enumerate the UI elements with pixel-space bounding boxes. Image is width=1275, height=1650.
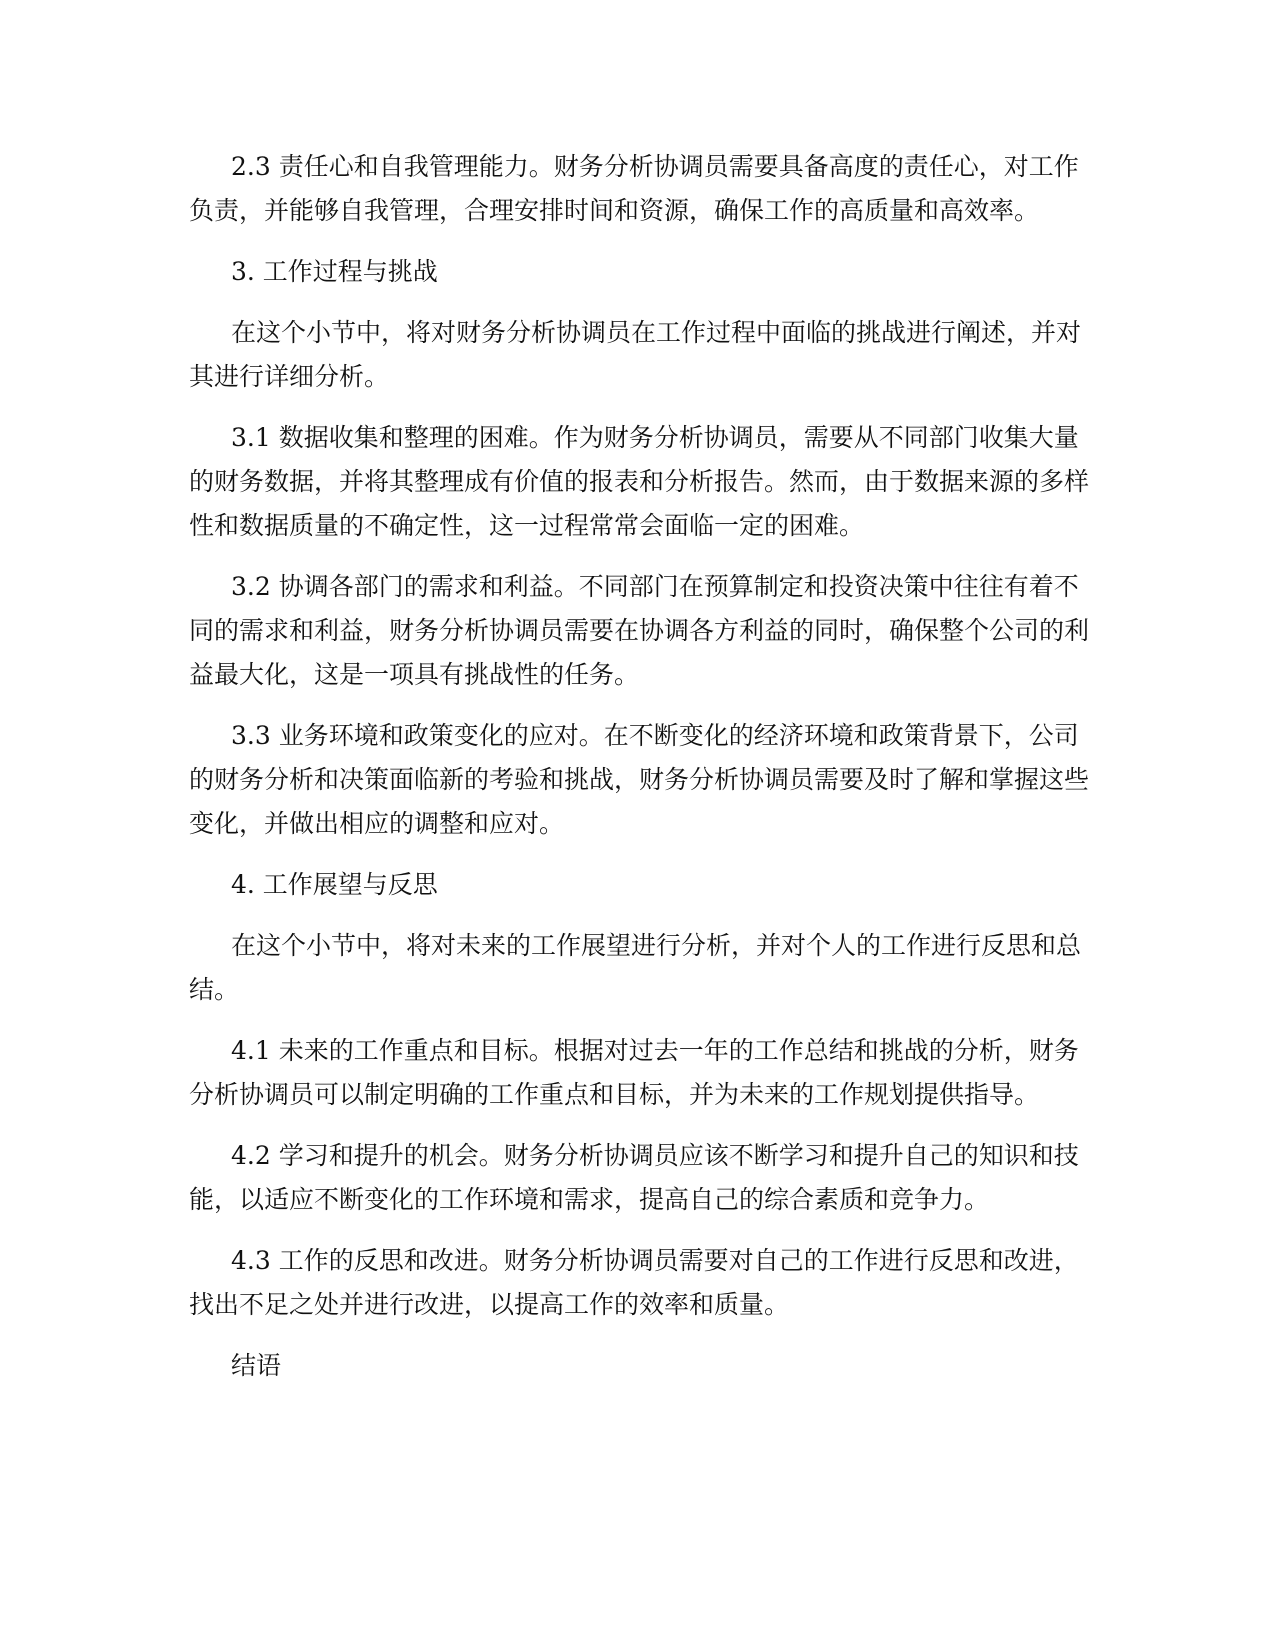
paragraph-section-3-intro: 在这个小节中，将对财务分析协调员在工作过程中面临的挑战进行阐述，并对其进行详细分析。 bbox=[189, 318, 1082, 391]
conclusion-heading: 结语 bbox=[231, 1351, 282, 1380]
section-heading-3: 3. 工作过程与挑战 bbox=[231, 257, 438, 286]
document-body bbox=[189, 145, 1089, 1405]
paragraph-4-3-reflection: 4.3 工作的反思和改进。财务分析协调员需要对自己的工作进行反思和改进，找出不足之处并进行改进，以提高工作的效率和质量。 bbox=[189, 1246, 1079, 1319]
paragraph-4-2-learning: 4.2 学习和提升的机会。财务分析协调员应该不断学习和提升自己的知识和技能，以适应不断变化的工作环境和需求，提高自己的综合素质和竞争力。 bbox=[189, 1141, 1079, 1214]
paragraph-3-2-coordination: 3.2 协调各部门的需求和利益。不同部门在预算制定和投资决策中往往有着不同的需求和利益，财务分析协调员需要在协调各方利益的同时，确保整个公司的利益最大化，这是一项具有挑战性的任务。 bbox=[189, 572, 1090, 689]
paragraph-2-3-responsibility: 2.3 责任心和自我管理能力。财务分析协调员需要具备高度的责任心，对工作负责，并能够自我管理，合理安排时间和资源，确保工作的高质量和高效率。 bbox=[189, 152, 1079, 225]
paragraph-section-4-intro: 在这个小节中，将对未来的工作展望进行分析，并对个人的工作进行反思和总结。 bbox=[189, 931, 1082, 1004]
section-heading-4: 4. 工作展望与反思 bbox=[231, 870, 438, 899]
paragraph-3-1-data-collection: 3.1 数据收集和整理的困难。作为财务分析协调员，需要从不同部门收集大量的财务数据，并将其整理成有价值的报表和分析报告。然而，由于数据来源的多样性和数据质量的不确定性，这一过程常常会面临一定的困难。 bbox=[189, 423, 1090, 540]
paragraph-3-3-environment: 3.3 业务环境和政策变化的应对。在不断变化的经济环境和政策背景下，公司的财务分析和决策面临新的考验和挑战，财务分析协调员需要及时了解和掌握这些变化，并做出相应的调整和应对。 bbox=[189, 721, 1090, 838]
paragraph-4-1-future-goals: 4.1 未来的工作重点和目标。根据对过去一年的工作总结和挑战的分析，财务分析协调员可以制定明确的工作重点和目标，并为未来的工作规划提供指导。 bbox=[189, 1036, 1079, 1109]
